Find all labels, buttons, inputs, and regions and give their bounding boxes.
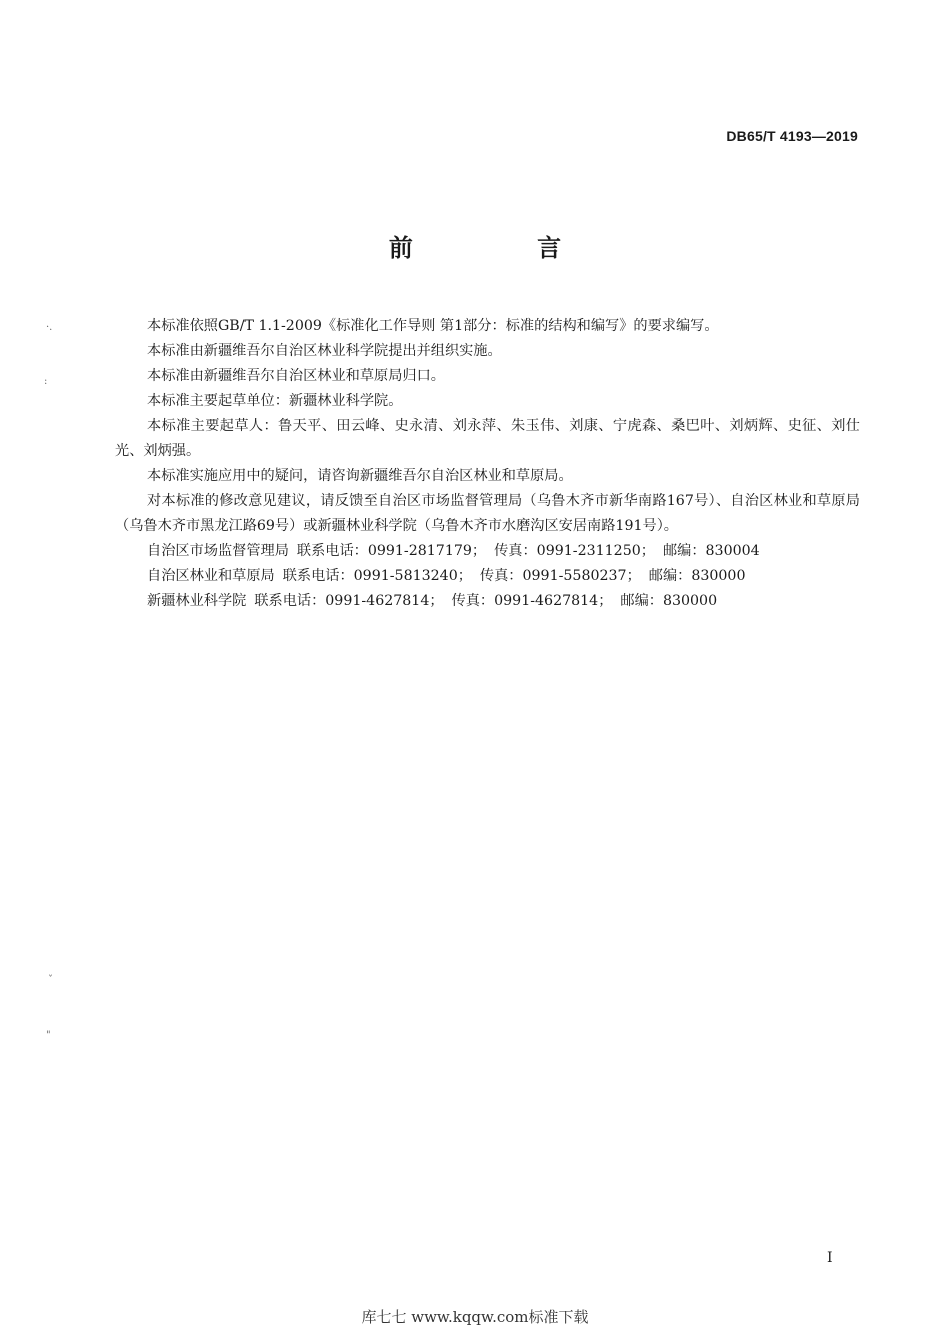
paragraph-drafters: 本标准主要起草人：鲁天平、田云峰、史永清、刘永萍、朱玉伟、刘康、宁虎森、桑巴叶、刘炳辉、史征、刘仕光、刘炳强。 bbox=[115, 418, 860, 459]
contact-org: 新疆林业科学院 bbox=[147, 593, 247, 609]
contact-fax: 传真：0991-4627814； bbox=[451, 593, 613, 609]
document-body bbox=[115, 314, 860, 614]
contact-org: 自治区林业和草原局 bbox=[147, 568, 275, 584]
page-title: 前 言 bbox=[388, 234, 620, 262]
paragraph-drafting-unit: 本标准主要起草单位：新疆林业科学院。 bbox=[147, 393, 403, 409]
scan-speck: ·. bbox=[46, 322, 53, 333]
contact-phone: 联系电话：0991-5813240； bbox=[282, 568, 472, 584]
footer-watermark: 库七七 www.kqqw.com标准下载 bbox=[361, 1308, 589, 1326]
scan-speck: : bbox=[44, 376, 48, 387]
document-code: DB65/T 4193—2019 bbox=[726, 128, 858, 144]
paragraph-proposer: 本标准由新疆维吾尔自治区林业科学院提出并组织实施。 bbox=[147, 343, 502, 359]
contact-phone: 联系电话：0991-4627814； bbox=[254, 593, 444, 609]
contact-line bbox=[115, 564, 860, 589]
contact-phone: 联系电话：0991-2817179； bbox=[296, 543, 487, 559]
contact-fax: 传真：0991-5580237； bbox=[479, 568, 641, 584]
scan-speck: " bbox=[46, 1030, 51, 1041]
contact-fax: 传真：0991-2311250； bbox=[494, 543, 655, 559]
paragraph-drafting-basis: 本标准依照GB/T 1.1-2009《标准化工作导则 第1部分：标准的结构和编写》的要求编写。 bbox=[147, 318, 719, 334]
contact-postcode: 邮编：830000 bbox=[620, 593, 718, 609]
contact-line bbox=[115, 539, 860, 564]
page-number: I bbox=[827, 1250, 833, 1266]
paragraph-feedback: 对本标准的修改意见建议，请反馈至自治区市场监督管理局（乌鲁木齐市新华南路167号）、自治区林业和草原局（乌鲁木齐市黑龙江路69号）或新疆林业科学院（乌鲁木齐市水磨沟区安居南路191号）。 bbox=[115, 493, 860, 534]
contact-postcode: 邮编：830004 bbox=[662, 543, 760, 559]
scan-speck: ˇ bbox=[48, 975, 53, 986]
contact-org: 自治区市场监督管理局 bbox=[147, 543, 289, 559]
contact-postcode: 邮编：830000 bbox=[648, 568, 746, 584]
paragraph-inquiries: 本标准实施应用中的疑问，请咨询新疆维吾尔自治区林业和草原局。 bbox=[147, 468, 573, 484]
paragraph-administrator: 本标准由新疆维吾尔自治区林业和草原局归口。 bbox=[147, 368, 445, 384]
contact-line bbox=[115, 589, 860, 614]
